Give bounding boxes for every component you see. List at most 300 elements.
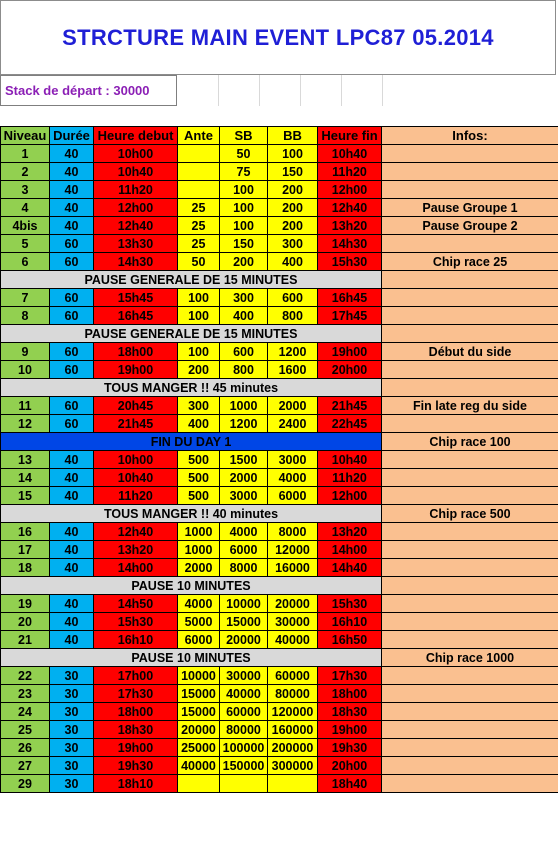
cell-ante[interactable]: 100 bbox=[178, 289, 220, 307]
table-row bbox=[1, 613, 558, 631]
cell-heure-fin[interactable]: 17h45 bbox=[318, 307, 382, 325]
table-row bbox=[1, 451, 558, 469]
cell-niveau[interactable]: 12 bbox=[1, 415, 50, 433]
cell-heure-fin[interactable]: 16h45 bbox=[318, 289, 382, 307]
table-row bbox=[1, 235, 558, 253]
cell-info[interactable]: Chip race 25 bbox=[382, 253, 558, 271]
cell-ante[interactable]: 100 bbox=[178, 307, 220, 325]
cell-niveau[interactable]: 29 bbox=[1, 775, 50, 793]
cell-info[interactable] bbox=[382, 307, 558, 325]
cell-duree[interactable]: 30 bbox=[50, 775, 94, 793]
cell-bb[interactable] bbox=[268, 775, 318, 793]
cell-ante[interactable]: 500 bbox=[178, 451, 220, 469]
cell-sb[interactable]: 1500 bbox=[220, 451, 268, 469]
cell-bb[interactable]: 100 bbox=[268, 145, 318, 163]
cell-info[interactable] bbox=[382, 613, 558, 631]
cell-info[interactable] bbox=[382, 541, 558, 559]
cell-sb[interactable]: 6000 bbox=[220, 541, 268, 559]
cell-heure-debut[interactable]: 10h00 bbox=[94, 451, 178, 469]
cell-heure-debut[interactable]: 18h10 bbox=[94, 775, 178, 793]
cell-heure-debut[interactable]: 19h00 bbox=[94, 739, 178, 757]
cell-duree[interactable]: 40 bbox=[50, 559, 94, 577]
cell-heure-debut[interactable]: 21h45 bbox=[94, 415, 178, 433]
cell-heure-debut[interactable]: 15h45 bbox=[94, 289, 178, 307]
cell-duree[interactable]: 60 bbox=[50, 253, 94, 271]
cell-info[interactable] bbox=[382, 271, 558, 289]
cell-info[interactable] bbox=[382, 667, 558, 685]
cell-sb[interactable]: 150 bbox=[220, 235, 268, 253]
cell-niveau[interactable]: 9 bbox=[1, 343, 50, 361]
cell-duree[interactable]: 30 bbox=[50, 739, 94, 757]
day-end-row bbox=[1, 433, 558, 451]
cell-niveau[interactable]: 23 bbox=[1, 685, 50, 703]
cell-ante[interactable]: 1000 bbox=[178, 523, 220, 541]
cell-duree[interactable]: 60 bbox=[50, 361, 94, 379]
spacer-row bbox=[0, 106, 558, 126]
cell-duree[interactable]: 40 bbox=[50, 631, 94, 649]
cell-heure-debut[interactable]: 20h45 bbox=[94, 397, 178, 415]
cell-info[interactable] bbox=[382, 721, 558, 739]
cell-heure-fin[interactable]: 14h00 bbox=[318, 541, 382, 559]
cell-niveau[interactable]: 16 bbox=[1, 523, 50, 541]
cell-sb[interactable]: 80000 bbox=[220, 721, 268, 739]
cell-bb[interactable]: 400 bbox=[268, 253, 318, 271]
header-row bbox=[1, 127, 558, 145]
table-row bbox=[1, 685, 558, 703]
table-row bbox=[1, 343, 558, 361]
cell-sb[interactable]: 3000 bbox=[220, 487, 268, 505]
cell-bb[interactable]: 300000 bbox=[268, 757, 318, 775]
cell-heure-debut[interactable]: 12h40 bbox=[94, 217, 178, 235]
cell-bb[interactable]: 1200 bbox=[268, 343, 318, 361]
cell-niveau[interactable]: 22 bbox=[1, 667, 50, 685]
cell-duree[interactable]: 30 bbox=[50, 757, 94, 775]
cell-heure-fin[interactable]: 18h30 bbox=[318, 703, 382, 721]
cell-duree[interactable]: 60 bbox=[50, 307, 94, 325]
cell-sb[interactable]: 75 bbox=[220, 163, 268, 181]
cell-heure-fin[interactable]: 17h30 bbox=[318, 667, 382, 685]
cell-ante[interactable] bbox=[178, 145, 220, 163]
cell-bb[interactable]: 3000 bbox=[268, 451, 318, 469]
table-body bbox=[1, 145, 558, 793]
cell-heure-fin[interactable]: 11h20 bbox=[318, 469, 382, 487]
cell-bb[interactable]: 600 bbox=[268, 289, 318, 307]
cell-info[interactable] bbox=[382, 235, 558, 253]
cell-duree[interactable]: 60 bbox=[50, 415, 94, 433]
pause-row bbox=[1, 271, 558, 289]
cell-heure-debut[interactable]: 14h30 bbox=[94, 253, 178, 271]
cell-ante[interactable]: 20000 bbox=[178, 721, 220, 739]
cell-heure-fin[interactable]: 16h10 bbox=[318, 613, 382, 631]
cell-duree[interactable]: 60 bbox=[50, 397, 94, 415]
cell-duree[interactable]: 40 bbox=[50, 199, 94, 217]
cell-heure-fin[interactable]: 10h40 bbox=[318, 145, 382, 163]
cell-info[interactable] bbox=[382, 487, 558, 505]
cell-sb[interactable]: 60000 bbox=[220, 703, 268, 721]
cell-info[interactable] bbox=[382, 631, 558, 649]
cell-bb[interactable]: 160000 bbox=[268, 721, 318, 739]
cell-bb[interactable]: 200000 bbox=[268, 739, 318, 757]
cell-heure-fin[interactable]: 19h00 bbox=[318, 721, 382, 739]
cell-heure-debut[interactable]: 18h00 bbox=[94, 703, 178, 721]
table-row bbox=[1, 199, 558, 217]
cell-sb[interactable]: 100 bbox=[220, 199, 268, 217]
cell-info[interactable] bbox=[382, 289, 558, 307]
cell-heure-debut[interactable]: 16h45 bbox=[94, 307, 178, 325]
pause-label[interactable]: TOUS MANGER !! 40 minutes bbox=[1, 505, 382, 523]
cell-bb[interactable]: 200 bbox=[268, 181, 318, 199]
cell-info[interactable] bbox=[382, 451, 558, 469]
cell-niveau[interactable]: 15 bbox=[1, 487, 50, 505]
cell-info[interactable] bbox=[382, 469, 558, 487]
table-row bbox=[1, 361, 558, 379]
cell-heure-debut[interactable]: 19h00 bbox=[94, 361, 178, 379]
cell-bb[interactable]: 12000 bbox=[268, 541, 318, 559]
cell-info[interactable] bbox=[382, 559, 558, 577]
cell-heure-fin[interactable]: 11h20 bbox=[318, 163, 382, 181]
cell-heure-fin[interactable]: 18h00 bbox=[318, 685, 382, 703]
cell-bb[interactable]: 200 bbox=[268, 217, 318, 235]
header-niveau[interactable]: Niveau bbox=[1, 127, 50, 145]
cell-duree[interactable]: 40 bbox=[50, 217, 94, 235]
cell-niveau[interactable]: 5 bbox=[1, 235, 50, 253]
cell-ante[interactable]: 40000 bbox=[178, 757, 220, 775]
header-infos[interactable]: Infos: bbox=[382, 127, 558, 145]
cell-info[interactable]: Chip race 100 bbox=[382, 433, 558, 451]
header-bb[interactable]: BB bbox=[268, 127, 318, 145]
cell-duree[interactable]: 60 bbox=[50, 343, 94, 361]
cell-ante[interactable]: 25000 bbox=[178, 739, 220, 757]
table-row bbox=[1, 721, 558, 739]
cell-sb[interactable]: 30000 bbox=[220, 667, 268, 685]
cell-niveau[interactable]: 17 bbox=[1, 541, 50, 559]
header-heure-debut[interactable]: Heure debut bbox=[94, 127, 178, 145]
cell-heure-debut[interactable]: 12h00 bbox=[94, 199, 178, 217]
table-row bbox=[1, 523, 558, 541]
cell-sb[interactable]: 40000 bbox=[220, 685, 268, 703]
cell-sb[interactable]: 1200 bbox=[220, 415, 268, 433]
cell-bb[interactable]: 300 bbox=[268, 235, 318, 253]
pause-row bbox=[1, 649, 558, 667]
cell-heure-fin[interactable]: 19h30 bbox=[318, 739, 382, 757]
cell-niveau[interactable]: 13 bbox=[1, 451, 50, 469]
table-row bbox=[1, 163, 558, 181]
table-row bbox=[1, 217, 558, 235]
cell-sb[interactable]: 100 bbox=[220, 181, 268, 199]
cell-info[interactable]: Début du side bbox=[382, 343, 558, 361]
cell-sb[interactable]: 400 bbox=[220, 307, 268, 325]
cell-niveau[interactable]: 11 bbox=[1, 397, 50, 415]
cell-duree[interactable]: 40 bbox=[50, 541, 94, 559]
cell-bb[interactable]: 200 bbox=[268, 199, 318, 217]
table-row bbox=[1, 559, 558, 577]
cell-duree[interactable]: 40 bbox=[50, 613, 94, 631]
day-end-label[interactable]: FIN DU DAY 1 bbox=[1, 433, 382, 451]
cell-bb[interactable]: 6000 bbox=[268, 487, 318, 505]
cell-niveau[interactable]: 18 bbox=[1, 559, 50, 577]
cell-sb[interactable]: 150000 bbox=[220, 757, 268, 775]
cell-niveau[interactable]: 3 bbox=[1, 181, 50, 199]
cell-duree[interactable]: 30 bbox=[50, 703, 94, 721]
cell-ante[interactable]: 50 bbox=[178, 253, 220, 271]
cell-ante[interactable]: 15000 bbox=[178, 703, 220, 721]
stack-label: Stack de départ : 30000 bbox=[5, 83, 150, 98]
cell-niveau[interactable]: 1 bbox=[1, 145, 50, 163]
cell-duree[interactable]: 40 bbox=[50, 469, 94, 487]
header-duree[interactable]: Durée bbox=[50, 127, 94, 145]
cell-heure-debut[interactable]: 11h20 bbox=[94, 487, 178, 505]
cell-ante[interactable] bbox=[178, 181, 220, 199]
cell-heure-debut[interactable]: 16h10 bbox=[94, 631, 178, 649]
cell-heure-debut[interactable]: 10h40 bbox=[94, 469, 178, 487]
cell-ante[interactable]: 500 bbox=[178, 469, 220, 487]
cell-heure-debut[interactable]: 12h40 bbox=[94, 523, 178, 541]
cell-duree[interactable]: 40 bbox=[50, 181, 94, 199]
cell-sb[interactable]: 600 bbox=[220, 343, 268, 361]
table-row bbox=[1, 145, 558, 163]
cell-heure-fin[interactable]: 21h45 bbox=[318, 397, 382, 415]
cell-bb[interactable]: 800 bbox=[268, 307, 318, 325]
pause-label[interactable]: PAUSE 10 MINUTES bbox=[1, 577, 382, 595]
cell-ante[interactable]: 4000 bbox=[178, 595, 220, 613]
cell-sb[interactable]: 10000 bbox=[220, 595, 268, 613]
cell-sb[interactable]: 4000 bbox=[220, 523, 268, 541]
pause-label[interactable]: TOUS MANGER !! 45 minutes bbox=[1, 379, 382, 397]
cell-heure-debut[interactable]: 10h00 bbox=[94, 145, 178, 163]
cell-heure-debut[interactable]: 13h30 bbox=[94, 235, 178, 253]
cell-heure-fin[interactable]: 22h45 bbox=[318, 415, 382, 433]
cell-ante[interactable]: 5000 bbox=[178, 613, 220, 631]
cell-info[interactable]: Chip race 500 bbox=[382, 505, 558, 523]
cell-ante[interactable]: 400 bbox=[178, 415, 220, 433]
cell-ante[interactable]: 300 bbox=[178, 397, 220, 415]
cell-info[interactable] bbox=[382, 577, 558, 595]
cell-info[interactable] bbox=[382, 685, 558, 703]
table-row bbox=[1, 253, 558, 271]
table-row bbox=[1, 775, 558, 793]
table-row bbox=[1, 397, 558, 415]
cell-niveau[interactable]: 24 bbox=[1, 703, 50, 721]
cell-info[interactable] bbox=[382, 379, 558, 397]
cell-sb[interactable] bbox=[220, 775, 268, 793]
cell-bb[interactable]: 1600 bbox=[268, 361, 318, 379]
cell-heure-fin[interactable]: 20h00 bbox=[318, 361, 382, 379]
cell-info[interactable]: Pause Groupe 1 bbox=[382, 199, 558, 217]
cell-ante[interactable]: 2000 bbox=[178, 559, 220, 577]
cell-bb[interactable]: 2000 bbox=[268, 397, 318, 415]
cell-sb[interactable]: 50 bbox=[220, 145, 268, 163]
cell-heure-debut[interactable]: 14h00 bbox=[94, 559, 178, 577]
pause-row bbox=[1, 325, 558, 343]
cell-duree[interactable]: 30 bbox=[50, 667, 94, 685]
cell-bb[interactable]: 16000 bbox=[268, 559, 318, 577]
cell-heure-fin[interactable]: 10h40 bbox=[318, 451, 382, 469]
pause-row bbox=[1, 505, 558, 523]
cell-info[interactable] bbox=[382, 775, 558, 793]
cell-heure-debut[interactable]: 18h30 bbox=[94, 721, 178, 739]
cell-niveau[interactable]: 4bis bbox=[1, 217, 50, 235]
cell-heure-debut[interactable]: 11h20 bbox=[94, 181, 178, 199]
table-row bbox=[1, 541, 558, 559]
cell-niveau[interactable]: 10 bbox=[1, 361, 50, 379]
cell-sb[interactable]: 800 bbox=[220, 361, 268, 379]
cell-duree[interactable]: 60 bbox=[50, 235, 94, 253]
cell-duree[interactable]: 40 bbox=[50, 145, 94, 163]
cell-info[interactable]: Chip race 1000 bbox=[382, 649, 558, 667]
cell-heure-debut[interactable]: 17h00 bbox=[94, 667, 178, 685]
table-row bbox=[1, 289, 558, 307]
structure-table bbox=[0, 126, 558, 793]
cell-ante[interactable]: 200 bbox=[178, 361, 220, 379]
cell-bb[interactable]: 8000 bbox=[268, 523, 318, 541]
cell-info[interactable] bbox=[382, 703, 558, 721]
cell-heure-debut[interactable]: 14h50 bbox=[94, 595, 178, 613]
cell-heure-fin[interactable]: 16h50 bbox=[318, 631, 382, 649]
cell-heure-fin[interactable]: 19h00 bbox=[318, 343, 382, 361]
cell-niveau[interactable]: 2 bbox=[1, 163, 50, 181]
cell-sb[interactable]: 8000 bbox=[220, 559, 268, 577]
cell-bb[interactable]: 20000 bbox=[268, 595, 318, 613]
cell-niveau[interactable]: 21 bbox=[1, 631, 50, 649]
cell-sb[interactable]: 1000 bbox=[220, 397, 268, 415]
cell-heure-fin[interactable]: 15h30 bbox=[318, 595, 382, 613]
table-row bbox=[1, 469, 558, 487]
cell-heure-debut[interactable]: 18h00 bbox=[94, 343, 178, 361]
cell-niveau[interactable]: 4 bbox=[1, 199, 50, 217]
table-row bbox=[1, 631, 558, 649]
blank-cells bbox=[177, 75, 558, 106]
cell-ante[interactable]: 25 bbox=[178, 217, 220, 235]
stack-row bbox=[0, 75, 558, 106]
pause-label[interactable]: PAUSE 10 MINUTES bbox=[1, 649, 382, 667]
header-ante[interactable]: Ante bbox=[178, 127, 220, 145]
table-row bbox=[1, 181, 558, 199]
cell-info[interactable]: Fin late reg du side bbox=[382, 397, 558, 415]
cell-ante[interactable] bbox=[178, 163, 220, 181]
table-row bbox=[1, 307, 558, 325]
cell-bb[interactable]: 4000 bbox=[268, 469, 318, 487]
cell-bb[interactable]: 80000 bbox=[268, 685, 318, 703]
cell-sb[interactable]: 100000 bbox=[220, 739, 268, 757]
cell-sb[interactable]: 2000 bbox=[220, 469, 268, 487]
cell-niveau[interactable]: 14 bbox=[1, 469, 50, 487]
cell-sb[interactable]: 20000 bbox=[220, 631, 268, 649]
cell-sb[interactable]: 300 bbox=[220, 289, 268, 307]
pause-row bbox=[1, 379, 558, 397]
cell-heure-debut[interactable]: 13h20 bbox=[94, 541, 178, 559]
cell-niveau[interactable]: 8 bbox=[1, 307, 50, 325]
cell-bb[interactable]: 150 bbox=[268, 163, 318, 181]
cell-ante[interactable] bbox=[178, 775, 220, 793]
cell-info[interactable] bbox=[382, 595, 558, 613]
pause-label[interactable]: PAUSE GENERALE DE 15 MINUTES bbox=[1, 271, 382, 289]
pause-row bbox=[1, 577, 558, 595]
cell-duree[interactable]: 40 bbox=[50, 487, 94, 505]
cell-ante[interactable]: 10000 bbox=[178, 667, 220, 685]
cell-bb[interactable]: 2400 bbox=[268, 415, 318, 433]
cell-niveau[interactable]: 20 bbox=[1, 613, 50, 631]
cell-duree[interactable]: 40 bbox=[50, 523, 94, 541]
table-row bbox=[1, 703, 558, 721]
table-row bbox=[1, 415, 558, 433]
header-heure-fin[interactable]: Heure fin bbox=[318, 127, 382, 145]
cell-heure-fin[interactable]: 14h40 bbox=[318, 559, 382, 577]
cell-bb[interactable]: 40000 bbox=[268, 631, 318, 649]
cell-ante[interactable]: 15000 bbox=[178, 685, 220, 703]
cell-bb[interactable]: 60000 bbox=[268, 667, 318, 685]
cell-bb[interactable]: 120000 bbox=[268, 703, 318, 721]
cell-duree[interactable]: 30 bbox=[50, 685, 94, 703]
cell-niveau[interactable]: 19 bbox=[1, 595, 50, 613]
cell-niveau[interactable]: 25 bbox=[1, 721, 50, 739]
cell-duree[interactable]: 40 bbox=[50, 451, 94, 469]
cell-duree[interactable]: 40 bbox=[50, 595, 94, 613]
cell-heure-debut[interactable]: 10h40 bbox=[94, 163, 178, 181]
cell-ante[interactable]: 25 bbox=[178, 235, 220, 253]
cell-heure-fin[interactable]: 18h40 bbox=[318, 775, 382, 793]
cell-ante[interactable]: 1000 bbox=[178, 541, 220, 559]
cell-duree[interactable]: 40 bbox=[50, 163, 94, 181]
cell-niveau[interactable]: 7 bbox=[1, 289, 50, 307]
cell-heure-debut[interactable]: 15h30 bbox=[94, 613, 178, 631]
header-sb[interactable]: SB bbox=[220, 127, 268, 145]
cell-niveau[interactable]: 27 bbox=[1, 757, 50, 775]
table-row bbox=[1, 739, 558, 757]
cell-heure-fin[interactable]: 12h40 bbox=[318, 199, 382, 217]
cell-heure-fin[interactable]: 20h00 bbox=[318, 757, 382, 775]
cell-niveau[interactable]: 6 bbox=[1, 253, 50, 271]
cell-ante[interactable]: 500 bbox=[178, 487, 220, 505]
cell-info[interactable] bbox=[382, 181, 558, 199]
pause-label[interactable]: PAUSE GENERALE DE 15 MINUTES bbox=[1, 325, 382, 343]
cell-info[interactable]: Pause Groupe 2 bbox=[382, 217, 558, 235]
cell-bb[interactable]: 30000 bbox=[268, 613, 318, 631]
cell-heure-fin[interactable]: 14h30 bbox=[318, 235, 382, 253]
title-cell[interactable] bbox=[0, 0, 556, 75]
table-row bbox=[1, 757, 558, 775]
cell-duree[interactable]: 30 bbox=[50, 721, 94, 739]
stack-cell[interactable] bbox=[0, 75, 177, 106]
cell-info[interactable] bbox=[382, 145, 558, 163]
cell-sb[interactable]: 200 bbox=[220, 253, 268, 271]
cell-sb[interactable]: 15000 bbox=[220, 613, 268, 631]
cell-heure-fin[interactable]: 15h30 bbox=[318, 253, 382, 271]
table-row bbox=[1, 595, 558, 613]
cell-info[interactable] bbox=[382, 163, 558, 181]
cell-duree[interactable]: 60 bbox=[50, 289, 94, 307]
cell-info[interactable] bbox=[382, 757, 558, 775]
cell-niveau[interactable]: 26 bbox=[1, 739, 50, 757]
cell-heure-fin[interactable]: 12h00 bbox=[318, 487, 382, 505]
cell-ante[interactable]: 100 bbox=[178, 343, 220, 361]
cell-sb[interactable]: 100 bbox=[220, 217, 268, 235]
cell-ante[interactable]: 6000 bbox=[178, 631, 220, 649]
cell-info[interactable] bbox=[382, 325, 558, 343]
cell-heure-fin[interactable]: 13h20 bbox=[318, 523, 382, 541]
cell-info[interactable] bbox=[382, 739, 558, 757]
cell-heure-fin[interactable]: 12h00 bbox=[318, 181, 382, 199]
cell-heure-fin[interactable]: 13h20 bbox=[318, 217, 382, 235]
cell-ante[interactable]: 25 bbox=[178, 199, 220, 217]
table-row bbox=[1, 487, 558, 505]
cell-heure-debut[interactable]: 19h30 bbox=[94, 757, 178, 775]
cell-info[interactable] bbox=[382, 361, 558, 379]
cell-heure-debut[interactable]: 17h30 bbox=[94, 685, 178, 703]
page-title: STRCTURE MAIN EVENT LPC87 05.2014 bbox=[62, 24, 494, 50]
cell-info[interactable] bbox=[382, 415, 558, 433]
cell-info[interactable] bbox=[382, 523, 558, 541]
table-row bbox=[1, 667, 558, 685]
